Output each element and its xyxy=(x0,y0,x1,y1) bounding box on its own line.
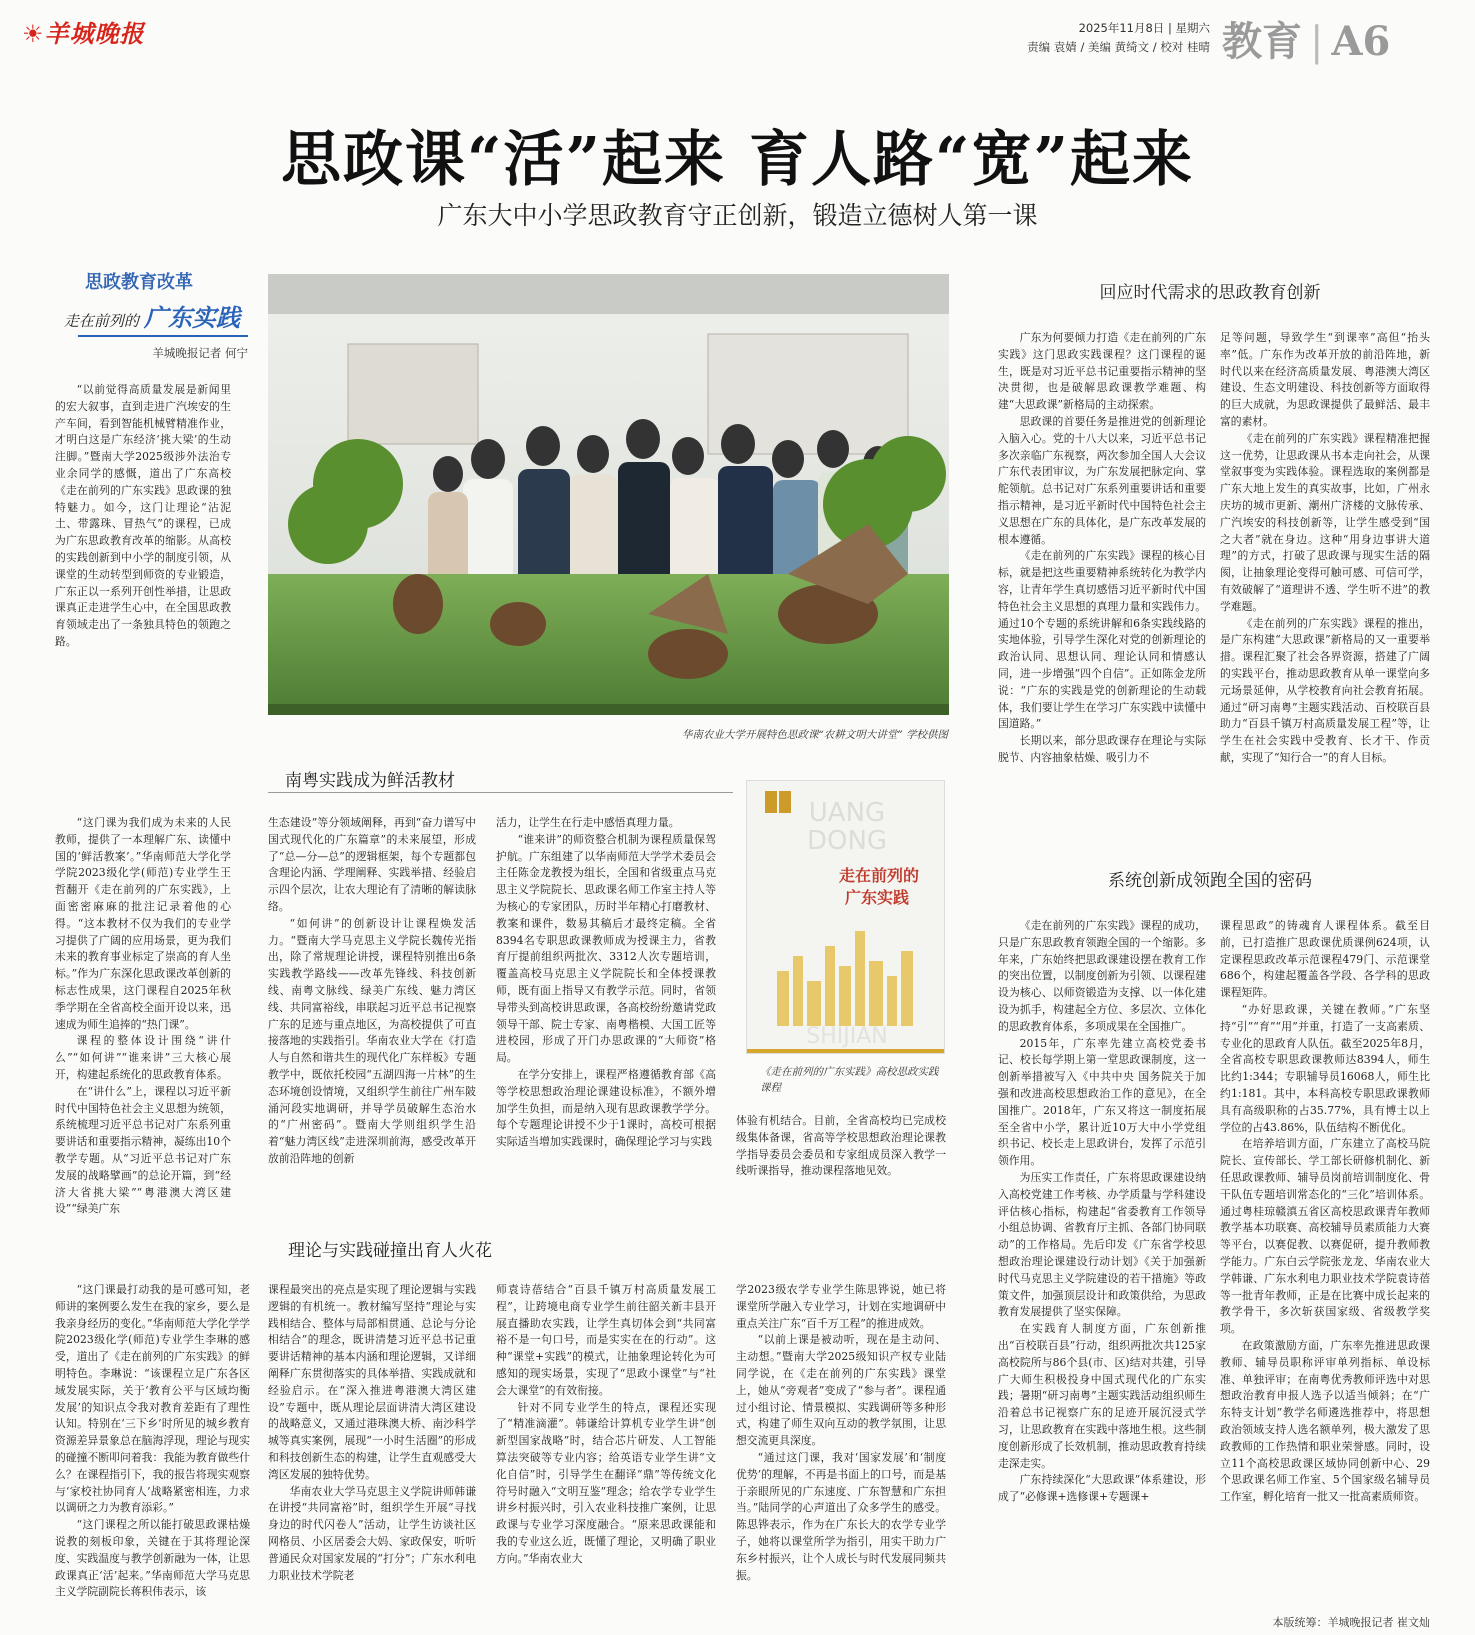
date-line: 2025年11月8日 | 星期六 xyxy=(1078,21,1210,35)
newspaper-logo: ☀羊城晚报 xyxy=(22,19,145,48)
book-title: 走在前列的 广东实践 xyxy=(839,866,920,907)
lead-article: “以前觉得高质量发展是新闻里的宏大叙事，直到走进广汽埃安的生产车间，看到智能机械臂精准作业，才明白这是广东经济‘挑大梁’的生动注脚。”暨南大学2025级涉外法治专业余同学的感慨，道出了广东高校《走在前列的广东实践》思政课的独特魅力。如今，这门让理论“沾泥土、带露珠、冒热气”的课程，已成为广东思政教育改革的缩影。从高校的实践创新到中小学的制度引领，从课堂的生动转型到师资的专业锻造，广东正以一系列开创性举措，让思政课真正走进学生心中，在全国思政教育领域走出了一条独具特色的领跑之路。 xyxy=(55,383,231,648)
book-caption: 《走在前列的广东实践》高校思政实践课程 xyxy=(760,1066,939,1094)
byline: 羊城晚报记者 何宁 xyxy=(152,346,248,360)
section1-title: 南粤实践成为鲜活教材 xyxy=(285,771,455,791)
section4-col2: 课程思政”的铸魂育人课程体系。截至目前，已打造推广思政课优质课例624项，认定课程思政改革示范课程479门、示范课堂686个，构建起覆盖各学段、各学科的思政课程矩阵。 “办好思政课，关键在教师。”广东坚持“引”“育”“用”并重，打造了一支高素质、专业化的思政育人队伍。截至2025年8月，全省高校专职思政课教师达8394人，师生比约1:344；专职辅导员16068人，师生比约1:181。其中，本科高校专职思政课教师具有高级职称的占35.77%，具有博士以上学位的占43.86%，队伍结构不断优化。 在培养培训方面，广东建立了高校马院院长、宣传部长、学工部长研修机制化、新任思政课教师、辅导员岗前培训制度化、骨干队伍专题培训常态化的“三化”培训体系。通过粤桂琼赣滇五省区高校思政课青年教师教学基本功联赛、高校辅导员素质能力大赛等平台，以赛促教、以赛促研，提升教师教学能力。广东白云学院张龙龙、华南农业大学韩谦、广东水利电力职业技术学院袁诗蓓等一批青年教师，正是在比赛中成长起来的教学骨干，多次斩获国家级、省级教学奖项。 在政策激励方面，广东率先推进思政课教师、辅导员职称评审单列指标、单设标准、单独评审；在南粤优秀教师评选中对思想政治教育申报人选予以适当倾斜；在“广东特支计划”教学名师遴选推荐中，将思想政治领域支持人选名额单列，极大激发了思政教师的工作热情和职业荣誉感。同时，设立11个高校思政课区域协同创新中心、29个思政课名师工作室、5个国家级名辅导员工作室，孵化培育一批又一批高素质师资。 xyxy=(1220,919,1430,1504)
photo-caption: 华南农业大学开展特色思政课“农耕文明大讲堂” 学校供图 xyxy=(681,729,948,741)
section3-col1: 广东为何要倾力打造《走在前列的广东实践》这门思政实践课程？这门课程的诞生，既是对习近平总书记重要指示精神的坚决贯彻，也是破解思政课教学难题、构建“大思政课”新格局的主动探索。 思政课的首要任务是推进党的创新理论入脑入心。党的十八大以来，习近平总书记多次亲临广东视察，两次参加全国人大会议广东代表团审议，为广东发展把脉定向、掌舵领航。总书记对广东系列重要讲话和重要指示精神，是习近平新时代中国特色社会主义思想在广东的具体化，是广东改革发展的根本遵循。 《走在前列的广东实践》课程的核心目标，就是把这些重要精神系统转化为教学内容，让青年学生真切感悟习近平新时代中国特色社会主义思想的真理力量和实践伟力。通过10个专题的系统讲解和6条实践线路的实地体验，引导学生深化对党的创新理论的政治认同、思想认同、理论认同和情感认同，进一步增强“四个自信”。正如陈金龙所说：“广东的实践是党的创新理论的生动载体，我们要让学生在学习广东实践中读懂中国道路。” 长期以来，部分思政课存在理论与实际脱节、内容抽象枯燥、吸引力不 xyxy=(998,331,1206,764)
section2-col2: 课程最突出的亮点是实现了理论逻辑与实践逻辑的有机统一。教材编写坚持“理论与实践相结合、整体与局部相贯通、总论与分论相结合”的理念，既讲清楚习近平总书记重要讲话精神的基本内涵和理论逻辑，又详细阐释广东贯彻落实的具体举措、实践成就和经验启示。在“深入推进粤港澳大湾区建设”专题中，既从理论层面讲清大湾区建设的战略意义，又通过港珠澳大桥、南沙科学城等真实案例，展现“一小时生活圈”的形成和科技创新生态的构建，让学生直观感受大湾区发展的独特优势。 华南农业大学马克思主义学院讲师韩谦在讲授“共同富裕”时，组织学生开展“寻找身边的时代闪卷人”活动，让学生访谈社区网格员、小区居委会大妈、家政保安，听听普通民众对国家发展的“打分”；广东水利电力职业技术学院老 xyxy=(268,1283,476,1582)
section1-col3: 活力，让学生在行走中感悟真理力量。 “谁来讲”的师资整合机制为课程质量保驾护航。广东组建了以华南师范大学学术委员会主任陈金龙教授为组长，全国和省级重点马克思主义学院院长、思政课名师工作室主持人等为核心的专家团队，历时半年精心打磨教材、教案和课件，数易其稿后才最终定稿。全省8394名专职思政课教师成为授课主力，省教育厅提前组织两批次、3312人次专题培训，覆盖高校马克思主义学院院长和全体授课教师，既有面上指导又有教学示范。同时，省领导带头到高校讲思政课，各高校纷纷邀请党政领导干部、院士专家、南粤楷模、大国工匠等进校园，形成了开门办思政课的“大师资”格局。 在学分安排上，课程严格遵循教育部《高等学校思想政治理论课建设标准》，不额外增加学生负担，而是纳入现有思政课教学学分。每个专题理论讲授不少于1课时，高校可根据实际适当增加实践课时，确保理论学习与实践 xyxy=(496,816,716,1149)
subheadline: 广东大中小学思政教育守正创新，锻造立德树人第一课 xyxy=(437,201,1038,230)
exhibition-photo-illustration xyxy=(268,274,949,715)
editor-credits: 责编 袁婧 / 美编 黄绮文 / 校对 桂晴 xyxy=(1027,40,1210,54)
svg-text:SHIJIAN: SHIJIAN xyxy=(806,1024,888,1049)
news-photo xyxy=(268,274,949,715)
section2-col3: 师袁诗蓓结合“百县千镇万村高质量发展工程”，让跨境电商专业学生前往韶关新丰县开展直播助农实践，让学生真切体会到“共同富裕不是一句口号，而是实实在在的行动”。这种“课堂+实践”的模式，让抽象理论转化为可感知的现实场景，实现了“思政小课堂”与“社会大课堂”的有效衔接。 针对不同专业学生的特点，课程还实现了“精准滴灌”。韩谦给计算机专业学生讲“创新型国家战略”时，结合芯片研发、人工智能算法突破等专业内容；给英语专业学生讲“文化自信”时，引导学生在翻译“鼎”等传统文化符号时融入“文明互鉴”理念；给农学专业学生讲乡村振兴时，引入农业科技推广案例，让思政课与专业学习深度融合。“原来思政课能和我的专业这么近，既懂了理论，又明确了职业方向。”华南农业大 xyxy=(496,1283,716,1565)
section2-col4: 学2023级农学专业学生陈思铧说，她已将课堂所学融入专业学习，计划在实地调研中重点关注广东“百千万工程”的推进成效。 “以前上课是被动听，现在是主动问、主动想。”暨南大学2025级知识产权专业陆同学说，在《走在前列的广东实践》课堂上，她从“旁观者”变成了“参与者”。课程通过小组讨论、情景模拟、实践调研等多种形式，构建了师生双向互动的教学氛围，让思想交流更具深度。 “通过这门课，我对‘国家发展’和‘制度优势’的理解，不再是书面上的口号，而是基于亲眼所见的广东速度、广东智慧和广东担当。”陆同学的心声道出了众多学生的感受。陈思铧表示，作为在广东长大的农学专业学子，她将以课堂所学为指引，用实干助力广东乡村振兴，让个人成长与时代发展同频共振。 xyxy=(736,1283,946,1582)
column-tag-brand: 走在前列的 广东实践 xyxy=(63,304,240,332)
section1-col2: 生态建设”等分领域阐释，再到“奋力谱写中国式现代化的广东篇章”的未来展望，形成了“总—分—总”的逻辑框架，每个专题都包含理论内涵、学理阐释、实践举措、经验启示四个层次，让农大理论有了清晰的解读脉络。 “如何讲”的创新设计让课程焕发活力。“暨南大学马克思主义学院长魏传光指出，除了常规理论讲授，课程特别推出6条实践教学路线——改革先锋线、科技创新线、南粤文脉线、绿美广东线、魅力湾区线、共同富裕线，串联起习近平总书记视察广东的足迹与重点地区，为高校提供了可直接落地的实践指引。华南农业大学在《打造人与自然和谐共生的现代化广东样板》专题教学中，既依托校园“五湖四海一片林”的生态环境创设情境，又组织学生前往广州车陂涌河段实地调研，并导学员破解生态治水的“广州密码”。暨南大学则组织学生沿着“魅力湾区线”走进深圳前海，感受改革开放前沿阵地的创新 xyxy=(268,816,476,1165)
section1-col4: 体验有机结合。目前，全省高校均已完成校级集体备课，省高等学校思想政治理论课教学指导委员会委员和专家组成员深入教学一线听课指导，推动课程落地见效。 xyxy=(736,1114,946,1178)
masthead-info xyxy=(830,20,1210,55)
book-cover xyxy=(746,780,945,1054)
book-cover-art xyxy=(747,781,944,1053)
page-footer: 本版统筹：羊城晚报记者 崔文灿 xyxy=(1272,1616,1430,1629)
section2-col1: “这门课最打动我的是可感可知，老师讲的案例要么发生在我的家乡，要么是我亲身经历的变化。”华南师范大学化学学院2023级化学(师范)专业学生李琳的感受，道出了《走在前列的广东实践》的鲜明特色。李琳说：“该课程立足广东各区域发展实际，关于‘教育公平与区域均衡发展’的知识点令我对教育差距有了理性认知。特别在‘三下乡’时所见的城乡教育资源差异景象总在脑海浮现，理论与现实的碰撞不断叩问着我：我能为教育做些什么？在课程指引下，我的报告将现实观察与‘家校社协同育人’战略紧密相连，力求以调研之力为教育添彩。” “这门课程之所以能打破思政课枯燥说教的刻板印象，关键在于其将理论深度、实践温度与教学创新融为一体，让思政课真正‘活’起来。”华南师范大学马克思主义学院副院长蒋积伟表示，该 xyxy=(55,1283,250,1599)
headline: 思政课“活”起来 育人路“宽”起来 xyxy=(281,125,1194,195)
column-tag-title: 思政教育改革 xyxy=(85,272,193,293)
section3-title: 回应时代需求的思政教育创新 xyxy=(1099,283,1321,303)
section1-divider xyxy=(268,792,733,793)
section2-title: 理论与实践碰撞出育人火花 xyxy=(288,1241,492,1261)
column-tag xyxy=(38,268,248,361)
section-label: 教育 | A6 xyxy=(1222,18,1391,65)
section1-col1: “这门课为我们成为未来的人民教师，提供了一本理解广东、读懂中国的‘鲜活教案’。”华南师范大学化学学院2023级化学(师范)专业学生王哲翻开《走在前列的广东实践》，上面密密麻麻的批注记录着他的心得。“这本教材不仅为我们的专业学习提供了广阔的应用场景，更为我们未来的教育事业标定了崇高的育人坐标。”作为广东深化思政课改革创新的标志性成果，这门课程自2025年秋季学期在全省高校全面开设以来，迅速成为师生追捧的“热门课”。 课程的整体设计围绕“讲什么”“如何讲”“谁来讲”三大核心展开，构建起系统化的思政教育体系。 在“讲什么”上，课程以习近平新时代中国特色社会主义思想为统领，系统梳理习近平总书记对广东系列重要讲话和重要指示精神，凝练出10个教学专题。从“习近平总书记对广东发展的战略擘画”的总论开篇，到“经济大省挑大梁”“粤港澳大湾区建设”“绿美广东 xyxy=(55,816,231,1216)
logo-mark-icon: ☀ xyxy=(22,19,45,48)
section4-title: 系统创新成领跑全国的密码 xyxy=(1108,871,1312,891)
page-number: A6 xyxy=(1331,18,1391,65)
svg-text:UANG: UANG xyxy=(808,798,886,828)
svg-text:DONG: DONG xyxy=(806,826,888,856)
section4-col1: 《走在前列的广东实践》课程的成功，只是广东思政教育领跑全国的一个缩影。多年来，广东始终把思政课建设摆在教育工作的突出位置，以制度创新为引领、以课程建设为核心、以师资锻造为支撑、以一体化建设为抓手，构建起全方位、多层次、立体化的思政教育体系，多项成果在全国推广。 2015年，广东率先建立高校党委书记、校长每学期上第一堂思政课制度，这一创新举措被写入《中共中央 国务院关于加强和改进高校思想政治工作的意见》，在全国推广。2018年，广东又将这一制度拓展至全省中小学，累计近10万大中小学党组织书记、校长走上思政讲台，发挥了示范引领作用。 为压实工作责任，广东将思政课建设纳入高校党建工作考核、办学质量与学科建设评估核心指标，构建起“省委教育工作领导小组总协调、省教育厅主抓、各部门协同联动”的工作格局。先后印发《广东省学校思想政治理论课建设行动计划》《关于加强新时代马克思主义学院建设的若干措施》等政策文件，加强顶层设计和政策供给，为思政教育发展提供了坚实保障。 在实践育人制度方面，广东创新推出“百校联百县”行动，组织两批次共125家高校院所与86个县(市、区)结对共建，引导广大师生积极投身中国式现代化的广东实践；暑期“研习南粤”主题实践活动组织师生沿着总书记视察广东的足迹开展沉浸式学习，让思政教育在实践中落地生根。这些制度创新形成了长效机制，推动思政教育持续走深走实。 广东持续深化“大思政课”体系建设，形成了“必修课+选修课+专题课+ xyxy=(998,919,1206,1504)
section-divider: | xyxy=(1310,19,1324,65)
section3-col2: 足等问题，导致学生“到课率”高但“抬头率”低。广东作为改革开放的前沿阵地，新时代以来在经济高质量发展、粤港澳大湾区建设、生态文明建设、科技创新等方面取得的巨大成就，为思政课提供了最鲜活、最丰富的素材。 《走在前列的广东实践》课程精准把握这一优势，让思政课从书本走向社会，从课堂叙事变为实践体验。课程选取的案例都是广东大地上发生的真实故事，比如，广州永庆坊的城市更新、潮州广济楼的文脉传承、广汽埃安的科技创新等，让学生感受到“国之大者”就在身边。这种“用身边事讲大道理”的方式，打破了思政课与现实生活的隔阂，让抽象理论变得可触可感、可信可学，有效破解了“道理讲不透、学生听不进”的教学难题。 《走在前列的广东实践》课程的推出，是广东构建“大思政课”新格局的又一重要举措。课程汇聚了社会各界资源，搭建了广阔的实践平台，推动思政教育从单一课堂向多元场景延伸，从学校教育向社会教育拓展。通过“研习南粤”主题实践活动、百校联百县助力“百县千镇万村高质量发展工程”等，让学生在社会实践中受教育、长才干、作贡献，实现了“知行合一”的育人目标。 xyxy=(1220,331,1430,764)
column-tag-underline xyxy=(78,335,248,337)
